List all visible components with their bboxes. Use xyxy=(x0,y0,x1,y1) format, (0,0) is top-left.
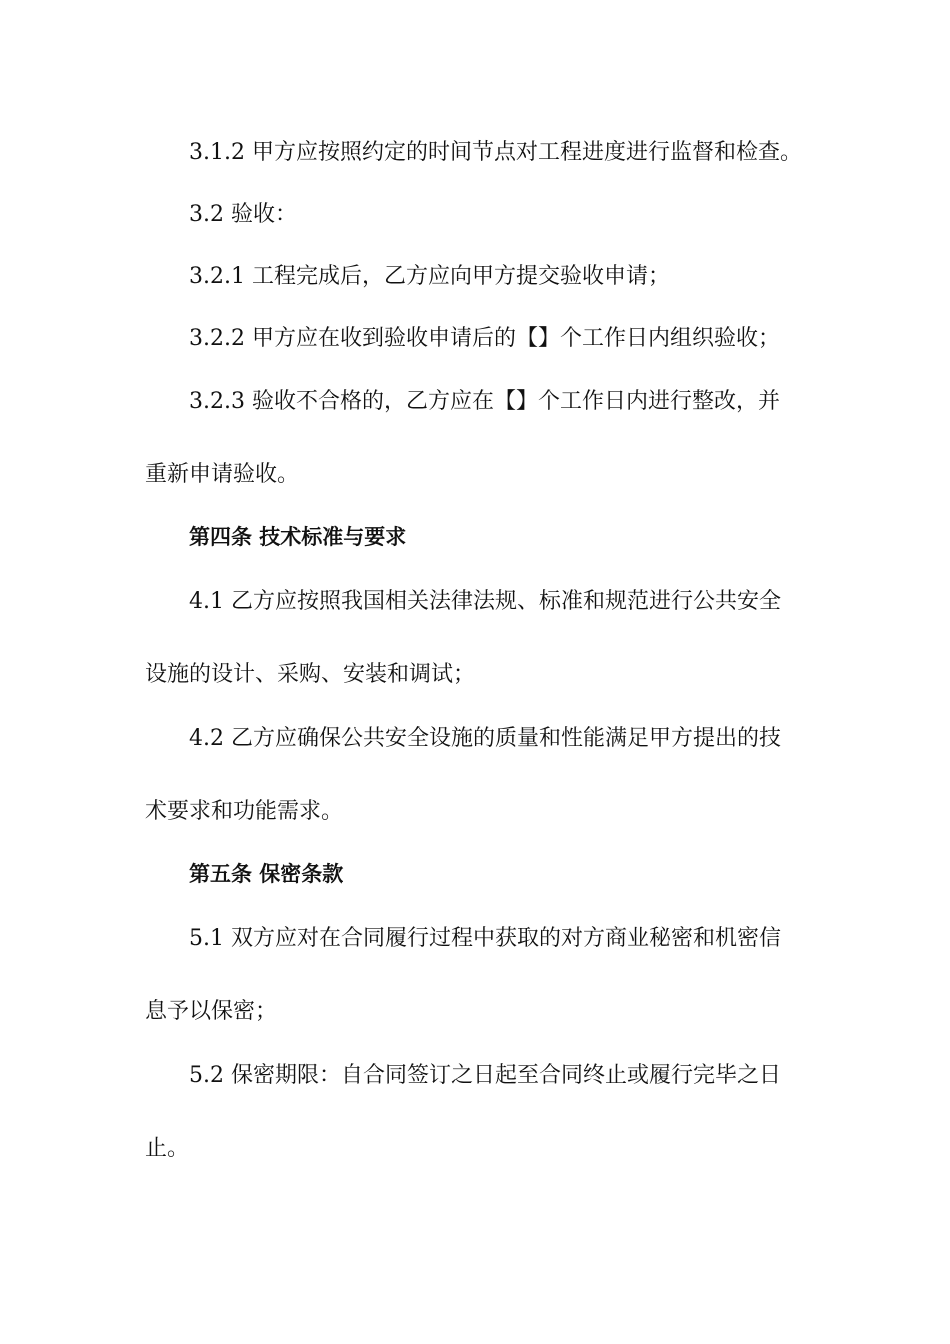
clause-4-2-continued: 术要求和功能需求。 xyxy=(145,799,344,824)
clause-4-1: 4.1 乙方应按照我国相关法律法规、标准和规范进行公共安全 xyxy=(189,589,781,614)
clause-5-2-continued: 止。 xyxy=(145,1136,190,1161)
clause-5-1: 5.1 双方应对在合同履行过程中获取的对方商业秘密和机密信 xyxy=(189,926,781,951)
clause-3-2: 3.2 验收： xyxy=(189,202,297,227)
clause-3-2-1: 3.2.1 工程完成后，乙方应向甲方提交验收申请； xyxy=(189,264,670,289)
clause-4-2: 4.2 乙方应确保公共安全设施的质量和性能满足甲方提出的技 xyxy=(189,726,781,751)
clause-3-2-3: 3.2.3 验收不合格的，乙方应在【】个工作日内进行整改，并 xyxy=(189,389,780,414)
clause-5-2: 5.2 保密期限：自合同签订之日起至合同终止或履行完毕之日 xyxy=(189,1063,781,1088)
clause-3-1-2: 3.1.2 甲方应按照约定的时间节点对工程进度进行监督和检查。 xyxy=(189,140,802,165)
clause-3-2-3-continued: 重新申请验收。 xyxy=(145,462,300,487)
article-5-heading: 第五条 保密条款 xyxy=(189,862,344,886)
clause-4-1-continued: 设施的设计、采购、安装和调试； xyxy=(145,662,476,687)
clause-3-2-2: 3.2.2 甲方应在收到验收申请后的【】个工作日内组织验收； xyxy=(189,326,780,351)
article-4-heading: 第四条 技术标准与要求 xyxy=(189,525,407,549)
clause-5-1-continued: 息予以保密； xyxy=(145,999,278,1024)
